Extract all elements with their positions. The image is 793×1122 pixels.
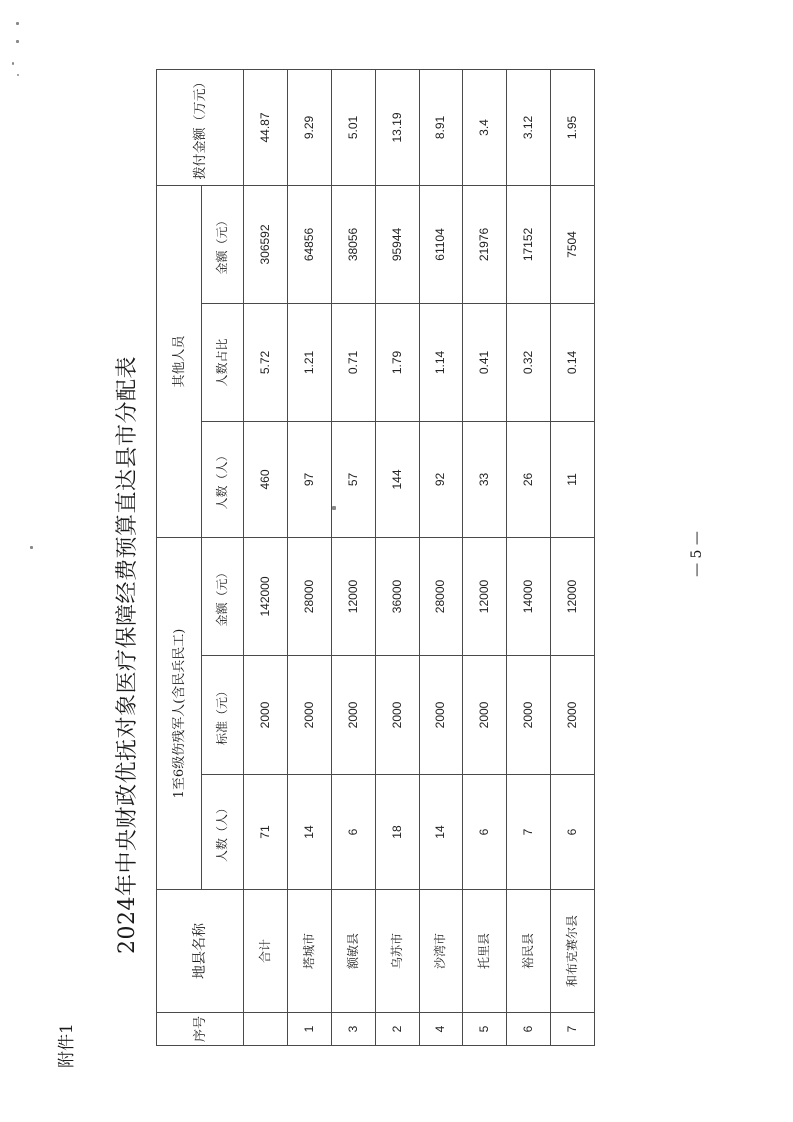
cell-g1-standard: 2000 <box>507 656 551 775</box>
header-g2-count: 人数（人） <box>202 421 244 537</box>
header-g1-count: 人数（人） <box>202 775 244 890</box>
cell-allocation: 13.19 <box>375 69 419 185</box>
title-container <box>107 235 149 1075</box>
header-row-top <box>157 69 202 1045</box>
table-row <box>551 69 595 1045</box>
cell-region: 托里县 <box>463 890 507 1013</box>
table-row-total <box>244 69 288 1045</box>
cell-g1-count: 14 <box>287 775 331 890</box>
table-row <box>287 69 331 1045</box>
header-g2-ratio: 人数占比 <box>202 303 244 421</box>
cell-g2-ratio: 1.21 <box>287 303 331 421</box>
page-number: — 5 — <box>689 531 705 577</box>
scan-speck <box>17 74 19 76</box>
cell-g1-amount: 142000 <box>244 537 288 655</box>
header-group-others: 其他人员 <box>157 185 202 537</box>
cell-g2-ratio: 1.79 <box>375 303 419 421</box>
cell-g2-count: 26 <box>507 421 551 537</box>
scan-speck <box>16 22 19 25</box>
cell-g1-standard: 2000 <box>331 656 375 775</box>
cell-g2-amount: 38056 <box>331 185 375 303</box>
cell-g2-amount: 95944 <box>375 185 419 303</box>
cell-g2-ratio: 1.14 <box>419 303 463 421</box>
cell-g1-standard: 2000 <box>419 656 463 775</box>
cell-g1-count: 71 <box>244 775 288 890</box>
cell-g2-ratio: 0.32 <box>507 303 551 421</box>
attachment-label: 附件1 <box>57 1023 77 1068</box>
cell-g1-standard: 2000 <box>463 656 507 775</box>
cell-g2-count: 57 <box>331 421 375 537</box>
table-row <box>419 69 463 1045</box>
cell-g1-amount: 12000 <box>551 537 595 655</box>
header-group-disabled-veterans: 1至6级伤残军人(含民兵民工) <box>157 537 202 889</box>
cell-allocation: 3.12 <box>507 69 551 185</box>
cell-g1-count: 6 <box>551 775 595 890</box>
cell-g1-amount: 36000 <box>375 537 419 655</box>
cell-seq: 2 <box>375 1013 419 1046</box>
cell-g1-count: 7 <box>507 775 551 890</box>
cell-region: 沙湾市 <box>419 890 463 1013</box>
cell-g1-count: 18 <box>375 775 419 890</box>
cell-g1-count: 6 <box>331 775 375 890</box>
cell-g1-standard: 2000 <box>375 656 419 775</box>
scan-speck <box>30 546 33 549</box>
cell-g2-amount: 64856 <box>287 185 331 303</box>
cell-g2-amount: 21976 <box>463 185 507 303</box>
cell-g1-standard: 2000 <box>287 656 331 775</box>
cell-allocation: 44.87 <box>244 69 288 185</box>
cell-g2-amount: 61104 <box>419 185 463 303</box>
table-row <box>331 69 375 1045</box>
cell-region: 合计 <box>244 890 288 1013</box>
cell-g2-count: 11 <box>551 421 595 537</box>
cell-seq <box>244 1013 288 1046</box>
cell-seq: 1 <box>287 1013 331 1046</box>
allocation-table <box>156 69 595 1046</box>
cell-region: 额敏县 <box>331 890 375 1013</box>
cell-g2-count: 144 <box>375 421 419 537</box>
cell-g2-amount: 17152 <box>507 185 551 303</box>
table-row <box>463 69 507 1045</box>
cell-g1-amount: 14000 <box>507 537 551 655</box>
cell-g2-count: 92 <box>419 421 463 537</box>
cell-g1-standard: 2000 <box>244 656 288 775</box>
cell-allocation: 3.4 <box>463 69 507 185</box>
table-row <box>375 69 419 1045</box>
header-g2-amount: 金额（元） <box>202 185 244 303</box>
cell-g1-amount: 28000 <box>419 537 463 655</box>
cell-g1-count: 14 <box>419 775 463 890</box>
header-allocation: 拨付金额（万元） <box>157 69 244 185</box>
table-row <box>507 69 551 1045</box>
cell-g2-ratio: 0.14 <box>551 303 595 421</box>
cell-seq: 3 <box>331 1013 375 1046</box>
cell-g1-amount: 12000 <box>331 537 375 655</box>
cell-g1-amount: 28000 <box>287 537 331 655</box>
scan-speck <box>16 40 19 43</box>
cell-region: 乌苏市 <box>375 890 419 1013</box>
header-g1-standard: 标准（元） <box>202 656 244 775</box>
cell-allocation: 1.95 <box>551 69 595 185</box>
cell-g2-count: 33 <box>463 421 507 537</box>
page-title: 2024年中央财政优抚对象医疗保障经费预算直达县市分配表 <box>115 356 140 954</box>
cell-g2-ratio: 0.71 <box>331 303 375 421</box>
cell-seq: 7 <box>551 1013 595 1046</box>
cell-g2-count: 460 <box>244 421 288 537</box>
cell-region: 和布克赛尔县 <box>551 890 595 1013</box>
cell-region: 裕民县 <box>507 890 551 1013</box>
header-region: 地县名称 <box>157 890 244 1013</box>
header-g1-amount: 金额（元） <box>202 537 244 655</box>
cell-g2-count: 97 <box>287 421 331 537</box>
cell-g2-ratio: 0.41 <box>463 303 507 421</box>
cell-g1-count: 6 <box>463 775 507 890</box>
allocation-table-container <box>156 70 595 1046</box>
scan-speck <box>12 62 14 65</box>
cell-allocation: 8.91 <box>419 69 463 185</box>
cell-g1-standard: 2000 <box>551 656 595 775</box>
cell-seq: 5 <box>463 1013 507 1046</box>
cell-allocation: 9.29 <box>287 69 331 185</box>
cell-g2-amount: 306592 <box>244 185 288 303</box>
cell-seq: 6 <box>507 1013 551 1046</box>
cell-region: 塔城市 <box>287 890 331 1013</box>
cell-g2-ratio: 5.72 <box>244 303 288 421</box>
cell-g1-amount: 12000 <box>463 537 507 655</box>
cell-seq: 4 <box>419 1013 463 1046</box>
cell-g2-amount: 7504 <box>551 185 595 303</box>
cell-allocation: 5.01 <box>331 69 375 185</box>
header-seq: 序号 <box>157 1013 244 1046</box>
